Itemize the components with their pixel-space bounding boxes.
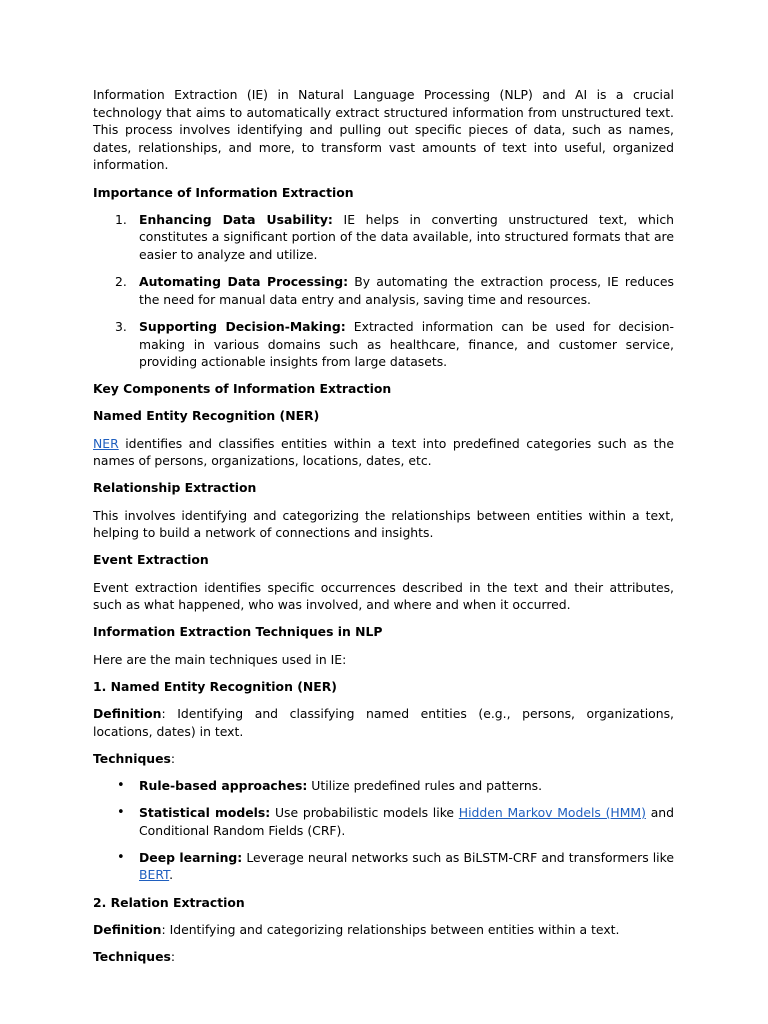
definition-text: : Identifying and categorizing relationships between entities within a text.	[161, 921, 620, 937]
item-label: Rule-based approaches:	[139, 777, 308, 793]
bullet-icon: •	[117, 849, 125, 865]
relationship-heading: Relationship Extraction	[93, 480, 257, 496]
list-item	[93, 273, 674, 308]
techniques-intro: Here are the main techniques used in IE:	[93, 651, 347, 667]
item-label: Deep learning:	[139, 849, 243, 865]
ner-techniques-list	[93, 777, 674, 884]
item-label: Statistical models:	[139, 805, 271, 821]
ner-link[interactable]: NER	[93, 435, 119, 451]
importance-heading: Importance of Information Extraction	[93, 184, 354, 200]
components-heading: Key Components of Information Extraction	[93, 381, 392, 397]
ner-techniques-label	[93, 750, 674, 768]
bullet-icon: •	[117, 777, 125, 793]
list-item	[93, 211, 674, 264]
document-page	[93, 86, 674, 975]
bullet-icon: •	[117, 805, 125, 821]
item-text: Utilize predefined rules and patterns.	[307, 777, 543, 793]
ner-technique-heading: 1. Named Entity Recognition (NER)	[93, 678, 337, 694]
techniques-label: Techniques	[93, 750, 171, 766]
item-text: Extracted information can be used for decision-making in various domains such as healthcare, finance, and customer service, providing actionable insights from large datasets.	[139, 318, 674, 370]
intro-paragraph: Information Extraction (IE) in Natural Language Processing (NLP) and AI is a crucial technology that aims to automatically extract structured information from unstructured text. This process involves identifying and pulling out specific pieces of data, such as names, dates, relationships, and more, to transform vast amounts of text into useful, organized information.	[93, 87, 674, 173]
item-text: .	[169, 867, 174, 883]
list-number: 3.	[115, 318, 127, 334]
item-text: IE helps in converting unstructured text, which constitutes a significant portion of the data available, into structured formats that are easier to analyze and utilize.	[139, 211, 674, 262]
item-text: Leverage neural networks such as BiLSTM-CRF and transformers like	[242, 849, 674, 865]
importance-list	[93, 211, 674, 371]
list-item	[93, 804, 674, 839]
relation-technique-heading: 2. Relation Extraction	[93, 894, 245, 910]
item-label: Automating Data Processing:	[139, 274, 349, 290]
list-number: 2.	[115, 274, 127, 290]
item-label: Supporting Decision-Making:	[139, 318, 346, 334]
ner-text: identifies and classifies entities within a text into predefined categories such as the names of persons, organizations, locations, dates, etc.	[93, 435, 674, 469]
list-item	[93, 849, 674, 884]
relation-techniques-label	[93, 948, 674, 966]
ner-heading: Named Entity Recognition (NER)	[93, 408, 320, 424]
event-paragraph: Event extraction identifies specific occurrences described in the text and their attributes, such as what happened, who was involved, and where and when it occurred.	[93, 579, 674, 613]
relationship-paragraph: This involves identifying and categorizing the relationships between entities within a text, helping to build a network of connections and insights.	[93, 507, 674, 541]
definition-label: Definition	[93, 921, 162, 937]
event-heading: Event Extraction	[93, 552, 209, 568]
techniques-colon: :	[170, 750, 176, 766]
definition-label: Definition	[93, 705, 162, 721]
list-number: 1.	[115, 211, 127, 227]
techniques-label: Techniques	[93, 949, 171, 965]
list-item	[93, 318, 674, 371]
item-label: Enhancing Data Usability:	[139, 211, 333, 227]
definition-text: : Identifying and classifying named entities (e.g., persons, organizations, locations, dates) in text.	[93, 705, 674, 739]
relation-definition	[93, 921, 674, 939]
bert-link[interactable]: BERT	[139, 867, 170, 883]
hmm-link[interactable]: Hidden Markov Models (HMM)	[458, 805, 646, 821]
techniques-heading: Information Extraction Techniques in NLP	[93, 624, 383, 640]
techniques-colon: :	[170, 949, 176, 965]
ner-paragraph	[93, 435, 674, 470]
item-text: and Conditional Random Fields (CRF).	[139, 805, 675, 838]
item-text: Use probabilistic models like	[270, 805, 459, 821]
item-text: By automating the extraction process, IE reduces the need for manual data entry and analysis, saving time and resources.	[139, 274, 674, 307]
ner-definition	[93, 705, 674, 740]
list-item	[93, 777, 674, 795]
